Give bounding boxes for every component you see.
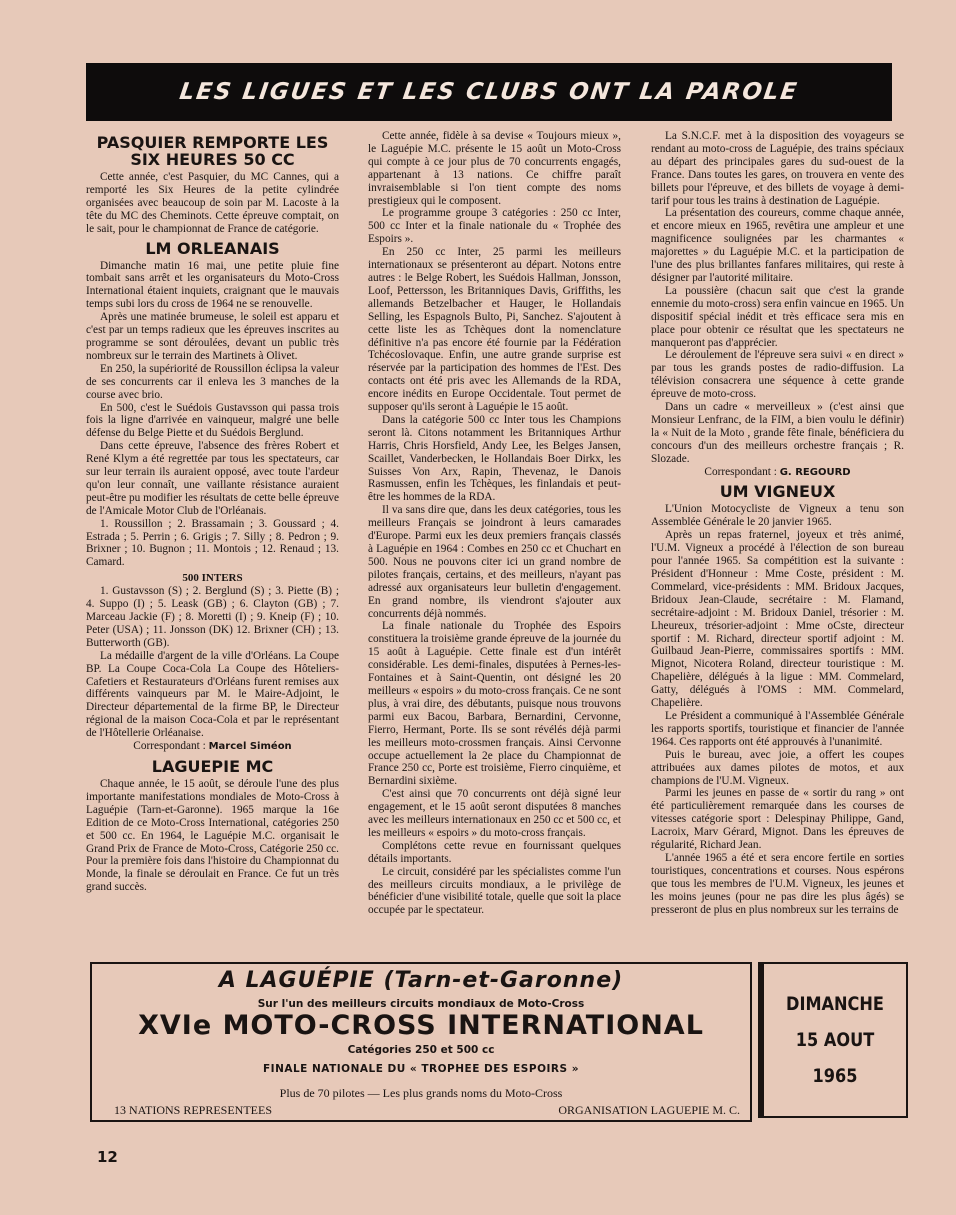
ad-pilots-line: Plus de 70 pilotes — Les plus grands noms du Moto-Cross: [279, 1086, 563, 1100]
paragraph: Puis le bureau, avec joie, a offert les coupes attribuées aux dames pilotes de motos, et aux champions de l'U.M. Vigneux.: [651, 748, 904, 787]
subheading-500-inters: 500 INTERS: [182, 572, 243, 585]
ad-title: A LAGUÉPIE (Tarn-et-Garonne): [218, 968, 624, 993]
paragraph: Dans cette épreuve, l'absence des frères Robert et René Klym a été regrettée par tous les spectateurs, car sur leur terrain ils auraient opposé, avec toute l'ardeur qu'on leur connaît, une vaillante résistance auraient peut-être pu modifier les résultats de cette belle épreuve de l'Amicale Motor Club de l'Orléanais.: [86, 440, 339, 517]
paragraph: L'année 1965 a été et sera encore fertile en sorties touristiques, concentrations et courses. Nous espérons que tous les membres de l'U.M. Vigneux, les jeunes et les moins jeunes (pour ne pas dire les plus âgés) se presseront de plus en plus nombreux sur les terrains de: [651, 851, 904, 916]
headline-lm-orleanais: LM ORLEANAIS: [145, 238, 280, 258]
ad-categories: Catégories 250 et 500 cc: [347, 1044, 495, 1056]
correspondent-name: Marcel Siméon: [208, 741, 292, 753]
paragraph: La S.N.C.F. met à la disposition des voyageurs se rendant au moto-cross de Laguépie, des trains spéciaux au départ des principales gares du sud-ouest de la France. Dans toutes les gares, on trouvera en vente des billets pour l'épreuve, et des billets de voyage à demi-tarif pour tous les trains à destination de Laguépie.: [651, 130, 904, 207]
paragraph: Chaque année, le 15 août, se déroule l'une des plus importante manifestations mondiales de Moto-Cross à Laguépie (Tarn-et-Garonne). 1965 marque la 16e Edition de ce Moto-Cross International, catégories 250 et 500 cc. En 1964, le Laguépie M.C. organisait le Grand Prix de France de Moto-Cross, Catégorie 250 cc. Pour la première fois dans l'histoire du Championnat du Monde, la finale se déroulait en France. Ce fut un très grand succès.: [86, 777, 339, 894]
paragraph: En 500, c'est le Suédois Gustavsson qui passa trois fois la ligne d'arrivée en vainqueur, malgré une belle défense du Belge Piette et du Suédois Berglund.: [86, 401, 339, 440]
paragraph: La présentation des coureurs, comme chaque année, et encore mieux en 1965, revêtira une ampleur et une magnificence soulignées par les charmantes « majorettes » du Laguépie M.C. et la participation de l'une des plus brillantes fanfares militaires, qui reste à désigner par l'autorité militaire.: [651, 207, 904, 284]
column-3: [651, 130, 904, 948]
paragraph: Après un repas fraternel, joyeux et très animé, l'U.M. Vigneux a procédé à l'élection de son bureau pour l'année 1965. Sa compétition est la suivante : Président d'Honneur : Mme Coste, président : M. Commelard, vice-présidents : MM. Bridoux Jacques, Bridoux Jean-Claude, secrétaire : M. Flamand, secrétaire-adjoint : M. Bridoux Daniel, trésorier : M. Lheureux, trésorier-adjoint : Mme oCste, directeur sportif : M. Richard, directeur sportif adjoint : M. Guilbaud Jean-Pierre, commissaires sportifs : MM. Mignot, Nicotera Roland, directeur touristique : M. Chapelière, délégués à la ligue : MM. Commelard, Gatty, délégués à l'OMS : MM. Commelard, Chapelière.: [651, 529, 904, 710]
paragraph: Le programme groupe 3 catégories : 250 cc Inter, 500 cc Inter et la finale nationale du « Trophée des Espoirs ».: [368, 207, 621, 246]
paragraph: Le circuit, considéré par les spécialistes comme l'un des meilleurs circuits mondiaux, a le privilège de bénéficier d'une visibilité totale, quelle que soit la place occupée par le spectateur.: [368, 865, 621, 917]
correspondent-line: [86, 740, 339, 754]
paragraph: En 250 cc Inter, 25 parmi les meilleurs internationaux se présenteront au départ. Notons entre autres : le Belge Robert, les Suédois Hallman, Jonsson, Loof, Pettersson, les Britanniques Davis, Griffiths, les allemands Betzelbacher et Hauger, le Hollandais Selling, les Espagnols Bulto, Pi, Sanchez. S'ajoutent à cette liste les as Tchèques dont la nomenclature définitive n'a pas encore été fournie par la Fédération Tchécoslovaque. Enfin, une autre grande surprise est réservée par la participation des hommes de l'Est. Des contacts ont été pris avec les Allemands de la RDA, encore inédits en Europe Occidentale. Tout permet de supposer qu'ils seront à Laguépie le 15 août.: [368, 246, 621, 414]
ad-subtitle: Sur l'un des meilleurs circuits mondiaux de Moto-Cross: [257, 998, 585, 1010]
ad-date: [775, 986, 896, 1094]
paragraph: En 250, la supériorité de Roussillon éclipsa la valeur de ses concurrents car il enleva les 3 manches de la course avec brio.: [86, 362, 339, 401]
results-250: 1. Roussillon ; 2. Brassamain ; 3. Goussard ; 4. Estrada ; 5. Perrin ; 6. Grigis ; 7. Silly ; 8. Pedron ; 9. Brixner ; 10. Bugnon ; 11. Montois ; 12. Renaud ; 13. Camard.: [86, 517, 339, 569]
correspondent-label: Correspondant :: [133, 740, 206, 753]
ad-nations: 13 NATIONS REPRESENTEES: [114, 1103, 273, 1117]
results-500: 1. Gustavsson (S) ; 2. Berglund (S) ; 3. Piette (B) ; 4. Suppo (I) ; 5. Leask (GB) ; 6. Clayton (GB) ; 7. Marceau Jackie (F) ; 8. Moretti (I) ; 9. Kneip (F) ; 10. Peter (USA) ; 11. Jonsson (DK) 12. Brixner (CH) ; 13. Butterworth (GB).: [86, 585, 339, 649]
paragraph: Parmi les jeunes en passe de « sortir du rang » ont été particulièrement remarquée dans les courses de vitesses catégorie sport : Delespinay Philippe, Gand, Lacroix, Marv Gérard, Mignot. Dans les épreuves de régularité, Richard Jean.: [651, 787, 904, 852]
banner-title: LES LIGUES ET LES CLUBS ONT LA PAROLE: [177, 79, 801, 105]
headline-um-vigneux: UM VIGNEUX: [719, 482, 836, 502]
column-2: [368, 130, 621, 948]
paragraph: Il va sans dire que, dans les deux catégories, tous les meilleurs Français se joindront à leurs camarades d'Europe. Parmi eux les deux premiers français classés à Laguépie en 1964 : Combes en 250 cc et Chuchart en 500. Nous ne pouvons citer ici un grand nombre de pilotes français, certains, et des meilleurs, n'ayant pas adressé aux organisateurs leur bulletin d'engagement. En grand nombre, ils viendront s'ajouter aux concurrents déjà nommés.: [368, 504, 621, 620]
advertisement-box: [90, 962, 910, 1120]
paragraph: Dans la catégorie 500 cc Inter tous les Champions seront là. Citons notamment les Britanniques Arthur Harris, Chris Horsfield, Andy Lee, les Belges Jansen, Scaillet, Vanderbecken, le Hollandais Boer Dirkx, les Suisses Von Arx, Rapin, Thevenaz, le Danois Rasmussen, enfin les Tchèques, les finlandais et peut-être les hommes de la RDA.: [368, 413, 621, 504]
paragraph: La poussière (chacun sait que c'est la grande ennemie du moto-cross) sera enfin vaincue en 1965. Un dispositif spécial inédit et très efficace sera mis en place pour obtenir ce résultat que les spectateurs ne manqueront pas d'apprécier.: [651, 284, 904, 349]
correspondent-line: [651, 466, 904, 480]
ad-date-panel: [758, 962, 908, 1118]
correspondent-label: Correspondant :: [704, 465, 777, 478]
column-1: [86, 130, 339, 948]
headline-pasquier: PASQUIER REMPORTE LES SIX HEURES 50 CC: [96, 133, 329, 169]
paragraph: Cette année, fidèle à sa devise « Toujours mieux », le Laguépie M.C. présente le 15 août un Moto-Cross qui compte à ce jour plus de 70 concurrents engagés, appartenant à 13 nations. Ce chiffre paraît invraisemblable si l'on tient compte des noms prestigieux qui le composent.: [368, 130, 621, 207]
paragraph: Dimanche matin 16 mai, une petite pluie fine tombait sans arrêt et les organisateurs du Moto-Cross International étaient inquiets, craignant que le mauvais temps subi lors du cross de 1964 ne se renouvelle.: [86, 259, 339, 311]
ad-finale: FINALE NATIONALE DU « TROPHEE DES ESPOIRS »: [263, 1063, 579, 1075]
headline-laguepie-mc: LAGUEPIE MC: [151, 756, 274, 776]
section-banner: [86, 63, 892, 121]
ad-date-line: 15 AOUT: [795, 1029, 875, 1051]
paragraph: Le déroulement de l'épreuve sera suivi « en direct » par tous les grands postes de radio-diffusion. La télévision consacrera une séquence à cette grande épreuve de moto-cross.: [651, 349, 904, 401]
paragraph: Après une matinée brumeuse, le soleil est apparu et c'est par un temps radieux que les épreuves inscrites au programme se sont déroulées, devant un public très nombreux sur le terrain des Martinets à Olivet.: [86, 311, 339, 362]
ad-date-line: DIMANCHE: [786, 993, 884, 1015]
ad-main-panel: [90, 962, 752, 1122]
paragraph: Dans un cadre « merveilleux » (c'est ainsi que Monsieur Lenfranc, de la FIM, a bien voulu le définir) la « Nuit de la Moto , grande fête finale, bénéficiera du concours d'un des meilleurs orchestre français ; R. Slozade.: [651, 401, 904, 465]
paragraph: Le Président a communiqué à l'Assemblée Générale les rapports sportifs, touristique et financier de l'année 1964. Ces rapports ont été approuvés à l'unanimité.: [651, 709, 904, 748]
correspondent-name: G. REGOURD: [779, 466, 851, 478]
paragraph: Complétons cette revue en fournissant quelques détails importants.: [368, 839, 621, 865]
paragraph: C'est ainsi que 70 concurrents ont déjà signé leur engagement, et le 15 août seront disputées 8 manches avec les meilleurs internationaux en 250 cc et 500 cc, et les meilleurs « espoirs » du moto-cross français.: [368, 788, 621, 839]
paragraph: La médaille d'argent de la ville d'Orléans. La Coupe BP. La Coupe Coca-Cola La Coupe des Hôteliers-Cafetiers et Restaurateurs d'Orléans furent remises aux différents vainqueurs par M. le Maire-Adjoint, le Directeur départemental de la firme BP, le Directeur régional de la maison Coca-Cola et par le représentant de l'Hôtellerie Orléanaise.: [86, 649, 339, 740]
ad-date-line: 1965: [812, 1065, 858, 1087]
paragraph: L'Union Motocycliste de Vigneux a tenu son Assemblée Générale le 20 janvier 1965.: [651, 503, 904, 529]
page-number: 12: [97, 1148, 118, 1166]
ad-event-name: XVIe MOTO-CROSS INTERNATIONAL: [138, 1010, 704, 1041]
paragraph: La finale nationale du Trophée des Espoirs constituera la troisième grande épreuve de la journée du 15 août à Laguépie. Cette finale est d'un intérêt considérable. Les demi-finales, disputées à Pernes-les-Fontaines et à Saint-Quentin, ont désigné les 20 meilleurs « espoirs » du moto-cross français. Ce ne sont plus, à vrai dire, des débutants, puisque nous trouvons parmi eux Bacou, Barbara, Bernardini, Cervonne, Fierro, Hermant, Porte. Ils se sont révélés déjà parmi les meilleurs moto-crossmen français. Ainsi Cervonne occupe actuellement la 2e place du Championnat de France 250 cc, Porte est troisième, Fierro cinquième, et Bernardini sixième.: [368, 620, 621, 788]
paragraph: Cette année, c'est Pasquier, du MC Cannes, qui a remporté les Six Heures de la petite cylindrée organisées avec beaucoup de soin par M. Lacoste à la tête du MC des Cheminots. Cette épreuve comptait, on le sait, pour le championnat de France de catégorie.: [86, 171, 339, 235]
ad-organisation: ORGANISATION LAGUEPIE M. C.: [558, 1103, 740, 1117]
